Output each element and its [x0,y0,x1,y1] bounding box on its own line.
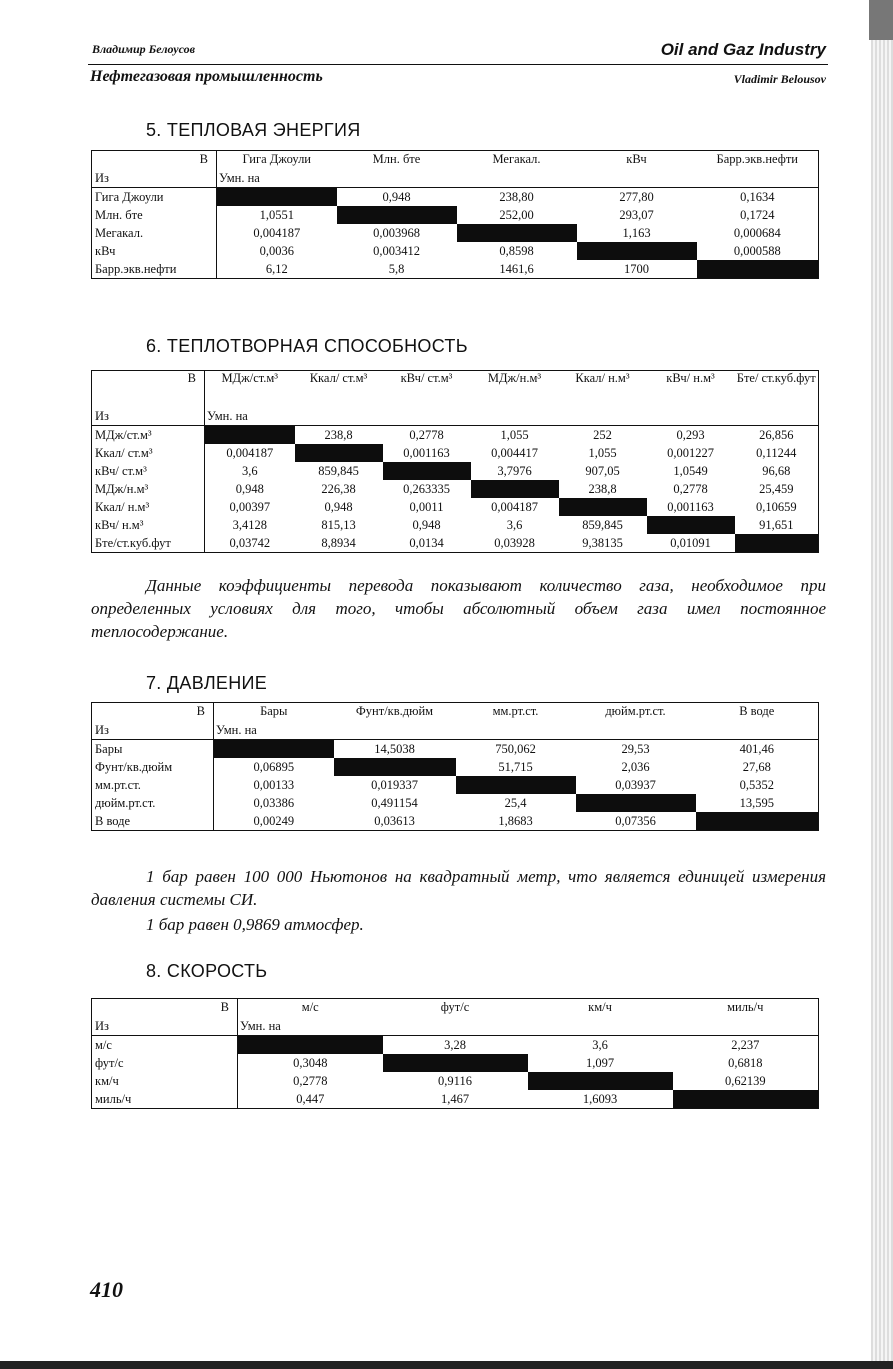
diagonal-black-cell [217,188,337,207]
table-row [92,1090,819,1109]
table-cell: 0,01091 [670,535,711,550]
table-row [92,224,819,242]
table-subheader-row [92,721,819,740]
table-subheader-row [92,1017,819,1036]
diagonal-black-cell [673,1090,819,1109]
table-row [92,462,819,480]
column-header: кВч/ ст.м³ [400,371,453,385]
diagonal-black-cell [334,758,456,776]
section-title-thermal-energy: 5. ТЕПЛОВАЯ ЭНЕРГИЯ [146,120,361,140]
column-header: м/с [301,1000,319,1014]
header-spacer [457,169,577,188]
table-cell: 0,001163 [667,499,714,514]
table-cell: 6,12 [265,261,288,276]
table-cell: 0,003968 [373,225,420,240]
diagonal-black-cell [696,812,819,831]
scan-bottom-edge [0,1361,893,1369]
table-cell: 252 [593,427,612,442]
diagonal-black-cell [238,1036,383,1055]
row-label: дюйм.рт.ст. [92,794,214,812]
table-cell: 293,07 [619,207,654,222]
row-label: м/с [92,1036,238,1055]
pressure-note-si: 1 бар равен 100 000 Ньютонов на квадратный метр, что является единицей измерения давления системы СИ. [91,867,826,909]
table-cell: 0,2778 [673,481,708,496]
table-cell: 27,68 [742,759,771,774]
table-row [92,426,819,445]
table-cell: 0,9116 [438,1073,472,1088]
table-cell: 0,004187 [226,445,274,460]
table-cell: 0,03937 [615,777,656,792]
page-number: 410 [90,1277,123,1302]
table-cell: 0,948 [235,481,264,496]
header-spacer [337,169,457,188]
table-cell: 25,4 [504,795,527,810]
table-cell: 96,68 [762,463,791,478]
scan-edge-shadow [871,0,893,1369]
table-cell: 3,6 [592,1037,608,1052]
table-cell: 3,6 [241,463,258,478]
table-cell: 1,163 [622,225,651,240]
row-label: Гига Джоули [92,188,217,207]
table-cell: 1,0551 [259,207,294,222]
thermal-energy-table [91,150,819,279]
diagonal-black-cell [559,498,647,516]
table-row [92,444,819,462]
row-label: Млн. бте [92,206,217,224]
pressure-table [91,702,819,831]
table-cell: 0,3048 [293,1055,328,1070]
running-header-author: Владимир Белоусов [92,42,195,56]
multiply-label: Умн. на [214,721,334,740]
from-label: Из [92,407,205,426]
column-header: Барр.экв.нефти [716,152,798,166]
table-cell: 0,004417 [491,445,538,460]
table-cell: 0,000588 [733,243,781,258]
from-label: Из [92,169,217,188]
from-label: Из [92,721,214,740]
row-label: Фунт/кв.дюйм [92,758,214,776]
table-subheader-row [92,169,819,188]
table-cell: 0,2778 [409,427,444,442]
column-header: МДж/н.м³ [487,371,542,385]
table-cell: 0,11244 [756,445,797,460]
table-cell: 401,46 [739,741,774,756]
pressure-note-atm: 1 бар равен 0,9869 атмосфер. [146,915,364,934]
section-title-pressure: 7. ДАВЛЕНИЕ [146,673,268,693]
table-row [92,188,819,207]
row-label: кВч/ ст.м³ [92,462,205,480]
table-cell: 0,004187 [253,225,301,240]
row-label: Бары [92,740,214,759]
diagonal-black-cell [205,426,295,445]
header-spacer [697,169,819,188]
multiply-label: Умн. на [238,1017,383,1036]
multiply-label: Умн. на [205,407,295,426]
table-cell: 0,001227 [667,445,714,460]
header-spacer [295,407,383,426]
diagonal-black-cell [383,462,471,480]
table-cell: 1,055 [588,445,617,460]
table-row [92,794,819,812]
table-cell: 0,293 [676,427,705,442]
from-label: Из [92,1017,238,1036]
table-cell: 0,6818 [728,1055,763,1070]
table-cell: 0,03613 [374,813,415,828]
column-header: Гига Джоули [242,152,311,166]
row-label: Мегакал. [92,224,217,242]
column-header: В воде [739,704,775,718]
table-cell: 91,651 [759,517,794,532]
table-subheader-row [92,407,819,426]
header-spacer [334,721,456,740]
column-header: Ккал/ н.м³ [575,371,630,385]
table-row [92,242,819,260]
table-cell: 0,00249 [253,813,295,828]
table-cell: 0,001163 [403,445,450,460]
table-cell: 0,000684 [733,225,781,240]
table-cell: 0,491154 [371,795,418,810]
row-label: Ккал/ ст.м³ [92,444,205,462]
table-row [92,480,819,498]
diagonal-black-cell [697,260,819,279]
row-label: кВч/ н.м³ [92,516,205,534]
table-cell: 1,055 [500,427,529,442]
table-cell: 0,0036 [259,243,294,258]
table-cell: 750,062 [495,741,536,756]
table-cell: 0,447 [296,1091,325,1106]
table-cell: 13,595 [739,795,774,810]
header-rule [88,64,828,65]
header-spacer [576,721,696,740]
diagonal-black-cell [456,776,576,794]
diagonal-black-cell [383,1054,528,1072]
table-cell: 2,237 [731,1037,760,1052]
column-header: дюйм.рт.ст. [605,704,666,718]
table-cell: 1,0549 [673,463,708,478]
table-cell: 0,62139 [724,1073,766,1088]
table-row [92,1054,819,1072]
header-spacer [383,1017,528,1036]
column-header: кВч [626,152,647,166]
diagonal-black-cell [735,534,819,553]
table-cell: 9,38135 [582,535,623,550]
table-cell: 238,8 [324,427,353,442]
diagonal-black-cell [214,740,334,759]
to-label: В [92,151,217,170]
column-header: фут/с [440,1000,470,1014]
table-row [92,1072,819,1090]
row-label: мм.рт.ст. [92,776,214,794]
table-row [92,260,819,279]
section-title-heating-value: 6. ТЕПЛОТВОРНАЯ СПОСОБНОСТЬ [146,336,468,356]
table-cell: 25,459 [759,481,794,496]
column-header: Млн. бте [372,152,421,166]
row-label: Барр.экв.нефти [92,260,217,279]
running-header-series: Oil and Gaz Industry [660,40,826,59]
header-spacer [559,407,647,426]
row-label: кВч [92,242,217,260]
table-row [92,812,819,831]
header-spacer [383,407,471,426]
table-cell: 1,6093 [582,1091,618,1106]
diagonal-black-cell [647,516,735,534]
header-spacer [456,721,576,740]
heating-value-note: Данные коэффициенты перевода показывают количество газа, необходимое при определенных условиях для того, чтобы абсолютный объем газа имел постоянное теплосодержание. [91,576,826,641]
table-cell: 0,0011 [409,499,444,514]
table-cell: 226,38 [321,481,356,496]
table-cell: 0,948 [324,499,353,514]
table-cell: 1,467 [440,1091,470,1106]
column-header: км/ч [588,1000,612,1014]
table-header-row [92,151,819,170]
column-header: мм.рт.ст. [492,704,539,718]
diagonal-black-cell [295,444,383,462]
table-cell: 1,097 [585,1055,615,1070]
row-label: Бте/ст.куб.фут [92,534,205,553]
diagonal-black-cell [576,794,696,812]
table-cell: 0,07356 [615,813,656,828]
header-spacer [528,1017,673,1036]
running-header-title: Нефтегазовая промышленность [90,68,323,85]
to-label: В [92,703,214,722]
table-header-row [92,999,819,1018]
table-cell: 1461,6 [499,261,534,276]
table-cell: 252,00 [499,207,534,222]
section-title-speed: 8. СКОРОСТЬ [146,961,268,981]
row-label: МДж/н.м³ [92,480,205,498]
table-row [92,1036,819,1055]
table-row [92,498,819,516]
column-header: Фунт/кв.дюйм [355,704,434,718]
scan-corner-shadow [869,0,893,40]
header-spacer [577,169,697,188]
table-cell: 0,0134 [409,535,444,550]
row-label: фут/с [92,1054,238,1072]
table-cell: 0,2778 [293,1073,328,1088]
table-cell: 238,80 [499,189,534,204]
row-label: Ккал/ н.м³ [92,498,205,516]
table-cell: 815,13 [321,517,356,532]
table-cell: 2,036 [621,759,650,774]
row-label: В воде [92,812,214,831]
table-row [92,534,819,553]
column-header: МДж/ст.м³ [221,371,279,385]
table-cell: 1,8683 [498,813,533,828]
table-cell: 26,856 [759,427,794,442]
table-cell: 0,003412 [373,243,420,258]
table-cell: 0,10659 [755,499,797,514]
table-cell: 0,948 [412,517,441,532]
table-cell: 0,03742 [229,535,271,550]
table-cell: 51,715 [498,759,533,774]
table-cell: 0,948 [382,189,411,204]
table-cell: 3,4128 [232,517,267,532]
header-spacer [673,1017,819,1036]
diagonal-black-cell [337,206,457,224]
header-spacer [735,407,819,426]
diagonal-black-cell [471,480,559,498]
table-cell: 859,845 [582,517,623,532]
table-cell: 0,8598 [499,243,534,258]
column-header: кВч/ н.м³ [666,371,715,385]
table-cell: 0,00397 [229,499,271,514]
row-label: МДж/ст.м³ [92,426,205,445]
column-header: Ккал/ ст.м³ [309,371,368,385]
table-cell: 859,845 [318,463,359,478]
header-spacer [696,721,819,740]
table-cell: 0,263335 [403,481,450,496]
column-header: Мегакал. [492,152,541,166]
table-cell: 0,03386 [253,795,295,810]
diagonal-black-cell [577,242,697,260]
table-cell: 0,00133 [253,777,295,792]
row-label: миль/ч [92,1090,238,1109]
table-row [92,776,819,794]
diagonal-black-cell [528,1072,673,1090]
column-header: Бары [260,704,288,718]
table-cell: 0,019337 [371,777,418,792]
table-cell: 29,53 [621,741,650,756]
table-cell: 3,28 [444,1037,466,1052]
table-cell: 3,7976 [497,463,532,478]
row-label: км/ч [92,1072,238,1090]
table-row [92,516,819,534]
to-label: В [92,999,238,1018]
table-row [92,206,819,224]
header-spacer [647,407,735,426]
column-header: Бте/ ст.куб.фут [736,371,816,385]
table-cell: 14,5038 [374,741,415,756]
table-cell: 277,80 [619,189,654,204]
table-cell: 0,03928 [494,535,535,550]
running-header-author-en: Vladimir Belousov [733,72,826,86]
table-cell: 3,6 [506,517,523,532]
table-cell: 0,1634 [740,189,775,204]
diagonal-black-cell [457,224,577,242]
multiply-label: Умн. на [217,169,337,188]
table-cell: 8,8934 [321,535,356,550]
table-header-row [92,371,819,408]
table-cell: 0,004187 [491,499,538,514]
table-cell: 907,05 [585,463,620,478]
table-cell: 238,8 [588,481,617,496]
table-row [92,740,819,759]
table-cell: 5,8 [388,261,405,276]
table-cell: 1700 [624,261,649,276]
heating-value-table [91,370,819,553]
table-cell: 0,06895 [253,759,295,774]
table-row [92,758,819,776]
table-cell: 0,5352 [739,777,774,792]
column-header: миль/ч [727,1000,764,1014]
speed-table [91,998,819,1109]
table-header-row [92,703,819,722]
to-label: В [92,371,205,408]
table-cell: 0,1724 [740,207,775,222]
header-spacer [471,407,559,426]
